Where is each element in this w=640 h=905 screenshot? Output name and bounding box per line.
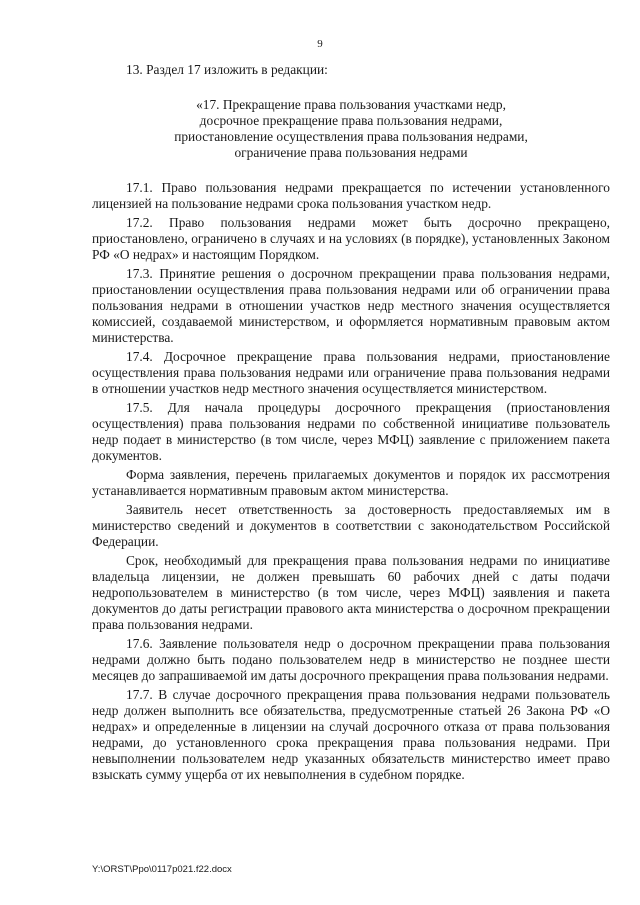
heading-line: «17. Прекращение права пользования участками недр, — [196, 97, 506, 112]
file-path-footer: Y:\ORST\Ppo\0117p021.f22.docx — [92, 864, 232, 875]
heading-line: досрочное прекращение права пользования недрами, — [199, 113, 503, 128]
paragraph-17-5: 17.5. Для начала процедуры досрочного прекращения (приостановления осуществления) права пользования недрами по собственной инициативе пользователь недр подает в министерство (в том числе, через МФЦ) заявление с приложением пакета документов. — [92, 400, 610, 463]
heading-line: ограничение права пользования недрами — [234, 145, 468, 160]
paragraph-17-3: 17.3. Принятие решения о досрочном прекращении права пользования недрами, приостановлении осуществления права пользования недрами или об ограничении права пользования недрами в отношении участков недр местного значения осуществляется комиссией, создаваемой министерством, и оформляется нормативным правовым актом министерства. — [92, 266, 610, 345]
paragraph-applicant-responsibility: Заявитель несет ответственность за достоверность предоставляемых им в министерство сведений и документов в соответствии с законодательством Российской Федерации. — [92, 502, 610, 549]
heading-line: приостановление осуществления права пользования недрами, — [174, 129, 528, 144]
paragraph-17-4: 17.4. Досрочное прекращение права пользования недрами, приостановление осуществления права пользования недрами или ограничение права пользования недрами в отношении участков недр местного значения осуществляется министерством. — [92, 349, 610, 396]
intro-line: 13. Раздел 17 изложить в редакции: — [126, 62, 328, 77]
paragraph-term: Срок, необходимый для прекращения права пользования недрами по инициативе владельца лицензии, не должен превышать 60 рабочих дней с даты подачи недропользователем в министерство (в том числе, через МФЦ) заявления и пакета документов до даты регистрации правового акта министерства о досрочном прекращении права пользования недрами. — [92, 553, 610, 632]
paragraph-17-1: 17.1. Право пользования недрами прекращается по истечении установленного лицензией на пользование недрами срока пользования участком недр. — [92, 180, 610, 211]
page-number: 9 — [317, 38, 323, 50]
paragraph-17-6: 17.6. Заявление пользователя недр о досрочном прекращении права пользования недрами должно быть подано пользователем недр в министерство не позднее шести месяцев до запрашиваемой им даты досрочного прекращения права пользования недрами. — [92, 636, 610, 683]
paragraph-17-2: 17.2. Право пользования недрами может быть досрочно прекращено, приостановлено, ограничено в случаях и на условиях (в порядке), установленных Законом РФ «О недрах» и настоящим Порядком. — [92, 215, 610, 262]
document-body — [92, 62, 610, 786]
section-heading — [92, 97, 610, 161]
paragraph-17-7: 17.7. В случае досрочного прекращения права пользования недрами пользователь недр должен выполнить все обязательства, предусмотренные статьей 26 Закона РФ «О недрах» и определенные в лицензии на случай досрочного отказа от права пользования недрами, до установленного срока прекращения права пользования недрами. При невыполнении пользователем недр указанных обязательств министерство имеет право взыскать сумму ущерба от их невыполнения в судебном порядке. — [92, 687, 610, 782]
paragraph-application-form: Форма заявления, перечень прилагаемых документов и порядок их рассмотрения устанавливается нормативным правовым актом министерства. — [92, 467, 610, 498]
